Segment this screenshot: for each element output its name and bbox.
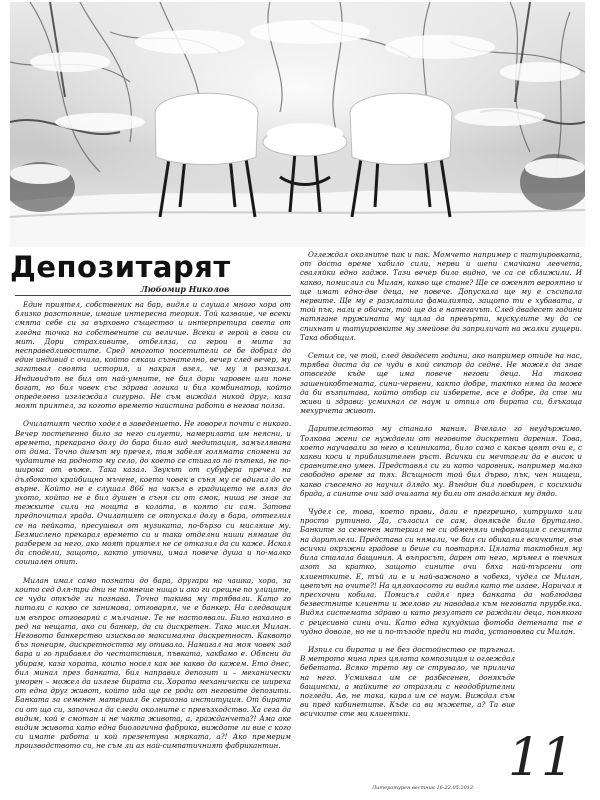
paragraph: Изпил си бирата и не без достойнство се тръгнал. В метрото мина през цялата композиция и оглеждал бебетата. Всяко трето му се струвало, че прилича на него. Усмихвал им се разбесенен, донякъде бащински, а майките го отразяли с неодобрителни погледи. Ав, не така, карал им се наум. Виждал съм ви пред кабинетите. Къде са ви мъжете, а? Та вие всичките сте ми клиентки.: [300, 644, 515, 719]
paragraph: Милан имал само познати до бара, другари на чашка, хора, за които сед для-три дни не помнеше нищо и ако ги срещне по улиците, се чуди откъде ги познава. Точно такива му трябвали. Като го питали с какво се занимава, отговарял, че е банкер. На следващия им въпрос отговаряй с мълчание. Те не настоявали. Било нахално в ред на нещата, ако си банкер, да си дискретен. Така мисля Милан. Неговото банкерство изисквало максимална дискретност. Каквото бъз понеирм, дискретността му отивала. Намигал на моя човек зад бара и го прибавял до честитствия, пъвката, хакбамо е. Обясни да убирам, каза хората, които носел как ме какво да кажем. Ето днес, бил минал през банката, бил направил депозит и – механически уморен – можел да излезе бирата си. Хората механически се ширеха от една друг живот, който ида ще се роди от неговите депозити. Банката за семенен материал бе сериозна институция. От бирата си от що си, започнал да следи околните с превъзходство. Ха сега да видим, кой е смотан и не чакта живота, а, гражданчета?! Ама аке видим живота като една биологична фабрика, виждате ли вие с кого си имате работа и кой презентува мярката, а?! Ако премерим производството си, не съм ли аз най-симпатичният фабрикантин.: [15, 575, 291, 751]
paragraph: Оглеждал околните пак и пак. Момчето например с татуировката, от доста време хабило сили, нерви и шепи смачкани левчета, сваляйки едно гадже. Тази вечер било видно, че са се сближили. И какво, помислил си Милан, какво ще стане? Ще се оженят вероятно и ще имат едно-две деца, не повече. Допускала ще му е съсипала нервите. Ще му е разклатила фамилията, защото ти е хубавата, а той пък, нали е обичан, той ще да е натегачът. След двадесет години натягане пружината му щяла да превърти, мускулите му да се спихнат и татуировките му змейове да заприличат на жалки гущери. Така обобщил.: [300, 250, 582, 342]
paragraph: Сетил се, че той, след двадесет години, ако например отиде на нас, трябва доста да се чуди в кой сектор да седне. Не можел да знае отвсегде къде ще има повече негови деца. На такова зашеникобтемата, сини-червени, както добре, тактко няма да може да би възпитава, който отбор си изберете, все е добре, да сте ми живи и здрави; усмихнал се наум и отпил от бирата си, блъкаща мехурчета живот.: [300, 351, 582, 416]
paragraph: Очилатият често ходел в заведението. Не говорел почти с никого. Вечер постепенно било за него силуети, намерилата им неясни, и времето, прекарано долу до бара било вид медитация, замъглявана от дима. Точно димът му пречел, там забеля голямата спомени за чудатите на родното му село, до което се стигало по пътека, не по-широка от въже. Така казал. Звукът от субуфера пречел на дълбокото крайбищно мъчене, което човек в съня му се вдигал до се върне. Който не е слушал 866 на чакъл в градището не вляз до ухото, който не е бил душен в съня си от смок, ниша не знае за тежките сили на нощта в колата, в която си сам. Затова предпочитал града. Очилатият се отпускал долу в бара, оттеглил се на пейката, пресушвал от музиката, по-бързо си мисляше му. Безмислено прекарал времето си и така отделни ниши нямаше да разберем за него, ако моят приятел не се отказил да си каже. Искал да сподели, защото, както уточни, имал повече душа и по-малко сошиален опит.: [15, 419, 291, 567]
paragraph: Чудел се, това, което прави, дали е прегрешно, хитрушко или просто рутинно. Да, съласил се сам, донякъде било брутално. Банките за семенен материал не си обменяли информация с сезията на даритлели. Представа си нямали, че бил си обикалил всичките, във всички окръжни градове и беше си повтарял. Цялата тактобния му била сталала бащиния. А въпросът, дарен от него, мръмел в течния азот за кратко, защото сините очи бяха най-търсени от клиентките. Е, тъй ли е и най-важноно в чобека, чудел се Милан, цветът на очите?! На цялохаосото ги видял като те изаве. Наричал я пресхочни кобила. Помисъл садял през банката да наблюдава безвестните клиенти и желово ги наводвал към неговата прурбелка. Видял системата здраво и като резултат се раждали деца, понякога с рецесивно сини очи. Като една кухудкша фотоба детената те е чудно доволе, но не и по-тъзоде преди ни тада, установява си Милан.: [300, 507, 582, 636]
article-column-right: [300, 250, 582, 728]
article-author: Любомир Николов: [140, 284, 230, 294]
page-footer: Литературен вестник 16-22.05.2012: [372, 785, 474, 791]
snow-chairs-photo: [10, 2, 585, 247]
title-divider: [15, 295, 291, 296]
page-number: 11: [507, 728, 574, 788]
paragraph: Един приятел, собственик на бар, видял и слушал много хора от близко разстояние, имаше интересна теория. Той казваше, че всеки смята себе си за върховно същество и интерпретира света от гледна точка на собствените си величие. Всеки е герой в свои си мит. Дори страхливите, отбеляза, са герои в мита за несправедливостите. Сред многото посетители се бе добрал до един индивид с очила, който сякаш съзнателно, вечер след вечер, му загатвал своята история, и накрая взел, че му я разказал. Индивидът не бил от най-умните, не бил дори чаровен или поне богат, но бил човек със здрава логика и бил комбинатор, който определено изглеждал сигурно. Не съм виждал никой друг, каза моят приятел, за когото времето наистина работи в негова полза.: [15, 300, 291, 411]
paragraph: Дарителството му станало мания. Вчелало го неудържимо. Толкова жени се нуждаели от неговите дискретни дарения. Това, което научавали за него в клиниката, било само с какъв цвят очи е, с какви коси и приблизителен ръст. Всички си мечтаели да е висок и сравнително умен. Представял си ги като чаровник, например малко свободно време за тях. Всъщност той бил дърво, пък, чен нищеш, какво съвсемно го научил длядо му. Въндин бил повбирен, с косихиди брада, а сините очи зад очилата му били от анадолския му дядо.: [300, 424, 582, 498]
article-title: Депозитарят: [10, 250, 231, 284]
article-column-left: [15, 300, 291, 760]
